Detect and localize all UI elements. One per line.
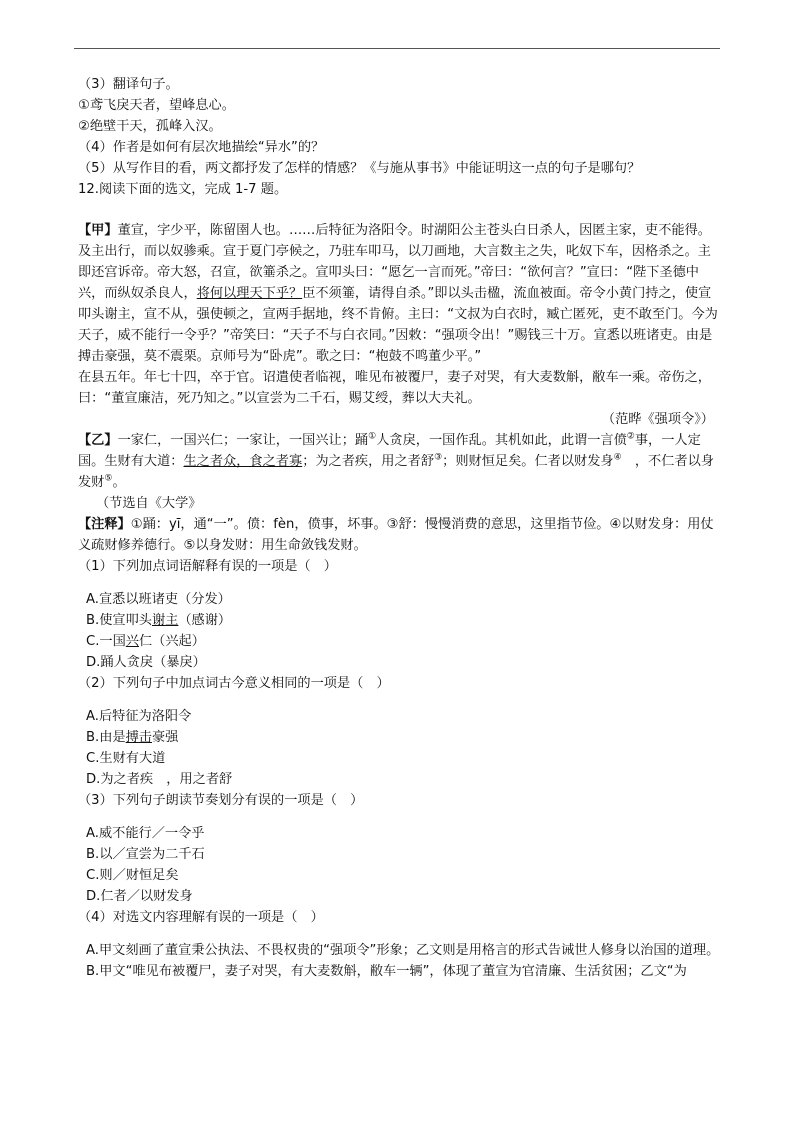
subq2-stem: （2）下列句子中加点词古今意义相同的一项是（ ） xyxy=(78,676,390,691)
passage-yi: 【乙】一家仁，一国兴仁；一家让，一国兴让；踊①人贪戾，一国作乱。其机如此，此谓一言偾②事，一人定国。生财有大道：生之者众，食之者寡；为之者疾，用之者舒③；则财恒足矣。仁者以财发身④ ，不仁者以身发财⑤。 xyxy=(78,431,714,490)
subq1-option-d: D.踊人贪戾（暴戾） xyxy=(86,655,206,670)
subq1-option-a: A.宣悉以班诸吏（分发） xyxy=(86,592,231,607)
q3-sentence-1: ①鸢飞戾天者，望峰息心。 xyxy=(78,98,235,113)
subq4-option-a: A.甲文刻画了董宣秉公执法、不畏权贵的“强项令”形象；乙文则是用格言的形式告诫世人修身以治国的道理。 xyxy=(86,943,720,958)
q12-title: 12.阅读下面的选文，完成 1-7 题。 xyxy=(78,182,288,197)
subq3-options xyxy=(78,823,720,907)
subq3-option-d: D.仁者／以财发身 xyxy=(86,889,193,904)
jia-tag: 【甲】 xyxy=(78,223,118,238)
yi-tag: 【乙】 xyxy=(78,433,118,448)
passage-jia-source: （范晔《强项令》） xyxy=(601,412,714,427)
passage-jia-p1: 【甲】董宣，字少平，陈留圉人也。……后特征为洛阳令。时湖阳公主苍头白日杀人，因匿主家，吏不能得。及主出行，而以奴骖乘。宣于夏门亭候之，乃驻车叩马，以刀画地，大言数主之失，叱奴下车，因格杀之。主即还宫诉帝。帝大怒，召宣，欲箠杀之。宣叩头曰：“愿乞一言而死。”帝曰：“欲何言？”宣曰：“陛下圣德中兴，而纵奴杀良人，将何以理天下乎？臣不须箠，请得自杀。”即以头击楹，流血被面。帝令小黄门持之，使宣叩头谢主，宣不从，强使顿之，宣两手据地，终不肯俯。主曰：“文叔为白衣时，臧亡匿死，吏不敢至门。今为天子，威不能行一令乎？”帝笑曰：“天子不与白衣同。”因敕：“强项令出！”赐钱三十万。宣悉以班诸吏。由是搏击豪强，莫不震栗。京师号为“卧虎”。歌之曰：“枹鼓不鸣董少平。” xyxy=(78,223,718,364)
subq1-options xyxy=(78,589,720,673)
subq3-option-b: B.以／宣尝为二千石 xyxy=(86,847,205,862)
passage-jia-p2: 在县五年。年七十四，卒于官。诏遣使者临视，唯见布被覆尸，妻子对哭，有大麦数斛，敝车一乘。帝伤之，曰：“董宣廉洁，死乃知之。”以宣尝为二千石，赐艾绶，葬以大夫礼。 xyxy=(78,370,711,406)
q4: （4）作者是如何有层次地描绘“异水”的？ xyxy=(78,140,325,155)
subq4-option-b: B.甲文“唯见布被覆尸，妻子对哭，有大麦数斛，敝车一辆”，体现了董宣为官清廉、生活贫困；乙文“为 xyxy=(86,964,687,979)
subq2-option-b: B.由是搏击豪强 xyxy=(86,730,179,745)
passage-yi-source: （节选自《大学》 xyxy=(96,496,202,511)
yi-underlined: 生之者众，食之者寡 xyxy=(183,454,303,469)
subq2-option-a: A.后特征为洛阳令 xyxy=(86,709,192,724)
subq1-option-b: B.使宣叩头谢主（感谢） xyxy=(86,613,232,628)
annotation: 【注释】①踊：yī，通“一”。偾：fèn，偾事，坏事。③舒：慢慢消费的意思，这里指节俭。④以财发身：用仗义疏财修养德行。⑤以身发财：用生命敛钱发财。 xyxy=(78,517,714,553)
subq1-option-c: C.一国兴仁（兴起） xyxy=(86,634,205,649)
subq3-option-a: A.威不能行／一令乎 xyxy=(86,826,205,841)
subq1-stem: （1）下列加点词语解释有误的一项是（ ） xyxy=(78,559,337,574)
subq2-option-d: D.为之者疾 ，用之者舒 xyxy=(86,772,233,787)
subq3-stem: （3）下列句子朗读节奏划分有误的一项是（ ） xyxy=(78,793,364,808)
subq3-option-c: C.则／财恒足矣 xyxy=(86,868,179,883)
q3-intro: （3）翻译句子。 xyxy=(78,77,179,92)
subq2-options xyxy=(78,706,720,790)
subq4-stem: （4）对选文内容理解有误的一项是（ ） xyxy=(78,910,324,925)
subq2-option-c: C.生财有大道 xyxy=(86,751,166,766)
q5: （5）从写作目的看，两文都抒发了怎样的情感？《与施从事书》中能证明这一点的句子是哪句？ xyxy=(78,161,641,176)
jia-underlined: 将何以理天下乎？ xyxy=(196,286,303,301)
document-body xyxy=(78,74,720,982)
header-rule xyxy=(74,48,720,49)
q3-sentence-2: ②绝壁干天，孤峰入汉。 xyxy=(78,119,222,134)
subq4-options xyxy=(78,940,720,982)
annotation-tag: 【注释】 xyxy=(78,517,131,532)
